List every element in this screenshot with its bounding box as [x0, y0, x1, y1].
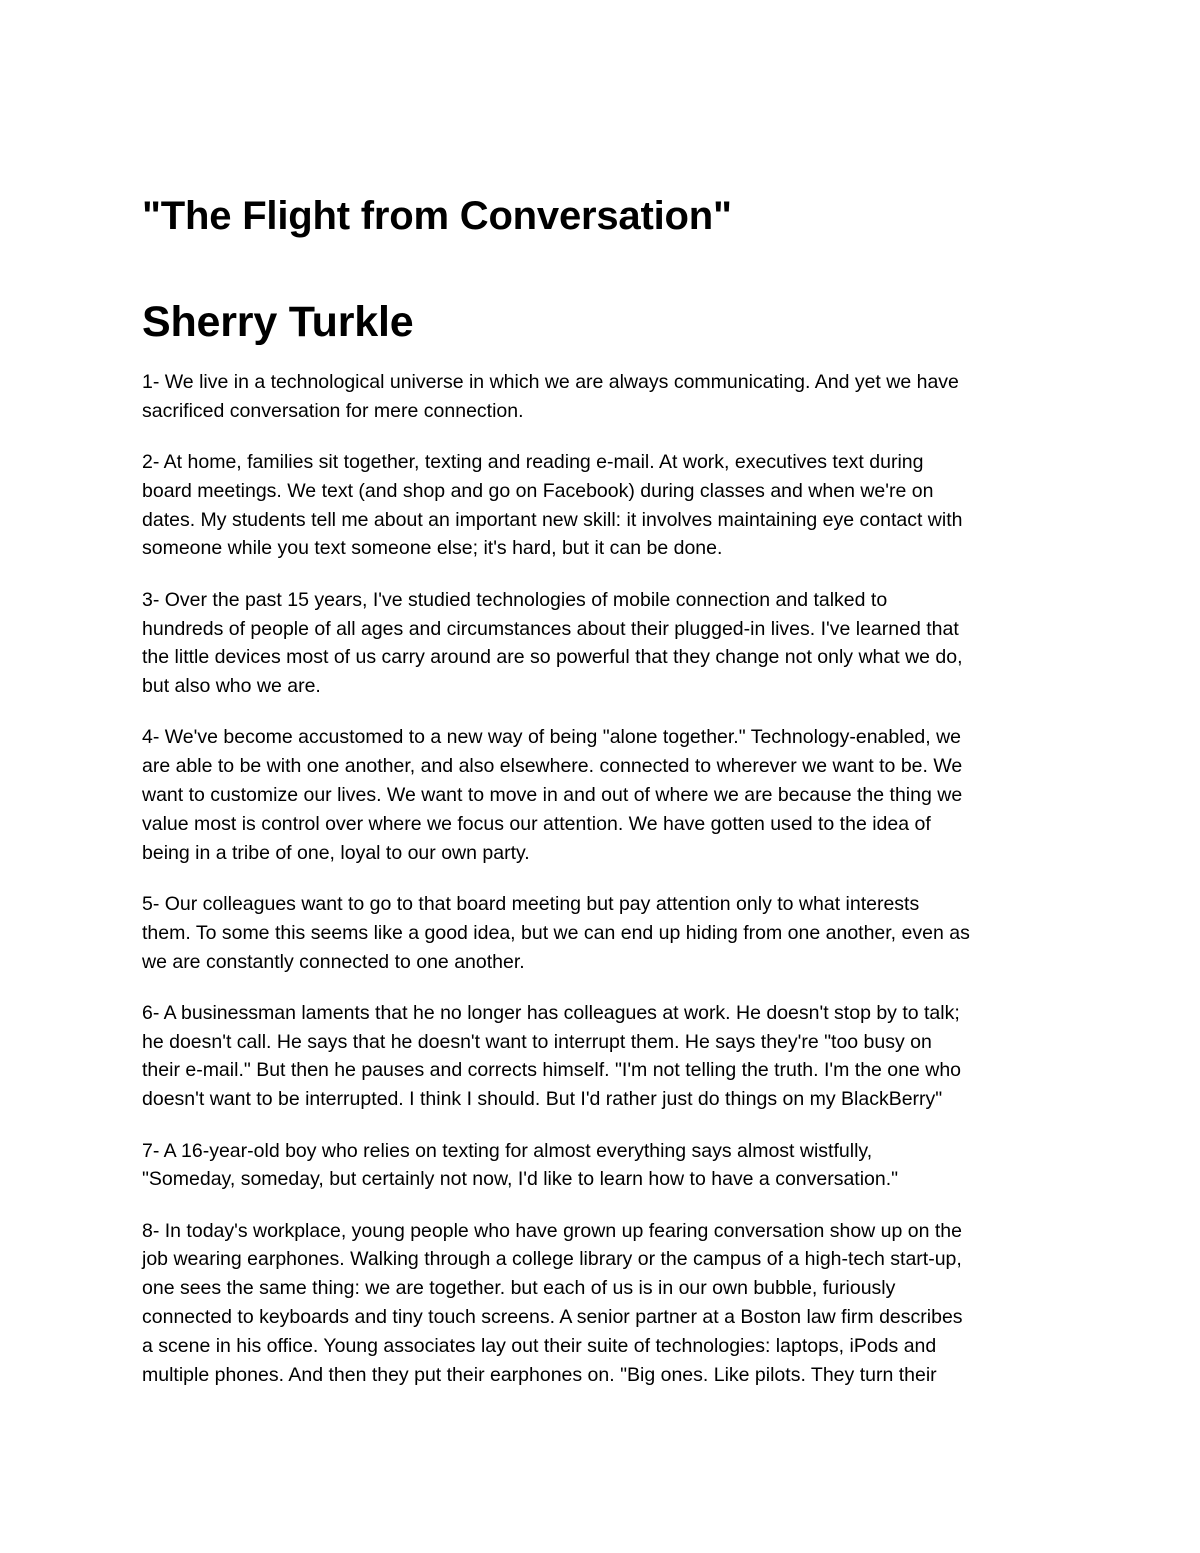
paragraph-6	[142, 999, 1067, 1114]
text-line: someone while you text someone else; it's hard, but it can be done.	[142, 537, 723, 560]
text-line: we are constantly connected to one another.	[142, 950, 525, 973]
text-line: hundreds of people of all ages and circumstances about their plugged-in lives. I've learned that	[142, 617, 959, 640]
text-line: he doesn't call. He says that he doesn't want to interrupt them. He says they're "too busy on	[142, 1030, 932, 1053]
text-line: dates. My students tell me about an important new skill: it involves maintaining eye contact with	[142, 508, 963, 531]
document-title: "The Flight from Conversation"	[142, 194, 732, 238]
text-line: 2- At home, families sit together, texting and reading e-mail. At work, executives text during	[142, 451, 924, 474]
text-line: multiple phones. And then they put their earphones on. "Big ones. Like pilots. They turn their	[142, 1363, 937, 1386]
text-line: 1- We live in a technological universe in which we are always communicating. And yet we have	[142, 371, 959, 393]
text-line: sacrificed conversation for mere connection.	[142, 399, 524, 422]
paragraph-8	[142, 1217, 1067, 1390]
text-line: 6- A businessman laments that he no longer has colleagues at work. He doesn't stop by to talk;	[142, 1001, 960, 1024]
paragraph-3	[142, 586, 1067, 701]
text-line: "Someday, someday, but certainly not now, I'd like to learn how to have a conversation."	[142, 1168, 899, 1191]
paragraph-5	[142, 890, 1067, 976]
text-line: doesn't want to be interrupted. I think I should. But I'd rather just do things on my BlackBerry"	[142, 1088, 943, 1111]
text-line: 3- Over the past 15 years, I've studied technologies of mobile connection and talked to	[142, 588, 888, 611]
document-page	[142, 188, 1067, 1412]
paragraph-1	[142, 368, 1067, 426]
text-line: 8- In today's workplace, young people who have grown up fearing conversation show up on the	[142, 1219, 962, 1242]
text-line: are able to be with one another, and also elsewhere. connected to wherever we want to be. We	[142, 755, 963, 778]
document-author: Sherry Turkle	[142, 298, 414, 346]
text-line: a scene in his office. Young associates lay out their suite of technologies: laptops, iPods and	[142, 1334, 937, 1357]
text-line: their e-mail." But then he pauses and corrects himself. "I'm not telling the truth. I'm the one who	[142, 1059, 962, 1082]
text-line: being in a tribe of one, loyal to our own party.	[142, 841, 530, 864]
text-line: but also who we are.	[142, 675, 321, 698]
text-line: job wearing earphones. Walking through a college library or the campus of a high-tech start-up,	[142, 1248, 962, 1271]
text-line: value most is control over where we focus our attention. We have gotten used to the idea of	[142, 812, 931, 835]
text-line: them. To some this seems like a good idea, but we can end up hiding from one another, even as	[142, 921, 970, 944]
paragraph-4	[142, 723, 1067, 867]
text-line: one sees the same thing: we are together. but each of us is in our own bubble, furiously	[142, 1277, 896, 1300]
text-line: the little devices most of us carry around are so powerful that they change not only what we do,	[142, 646, 963, 669]
text-line: want to customize our lives. We want to move in and out of where we are because the thing we	[142, 784, 963, 807]
paragraph-2	[142, 448, 1067, 563]
text-line: 4- We've become accustomed to a new way of being "alone together." Technology-enabled, we	[142, 726, 962, 749]
document-body	[142, 368, 1067, 1389]
paragraph-7	[142, 1137, 1067, 1195]
text-line: 5- Our colleagues want to go to that board meeting but pay attention only to what interests	[142, 892, 920, 915]
text-line: 7- A 16-year-old boy who relies on texting for almost everything says almost wistfully,	[142, 1139, 873, 1162]
text-line: board meetings. We text (and shop and go on Facebook) during classes and when we're on	[142, 479, 934, 502]
text-line: connected to keyboards and tiny touch screens. A senior partner at a Boston law firm describes	[142, 1306, 963, 1329]
